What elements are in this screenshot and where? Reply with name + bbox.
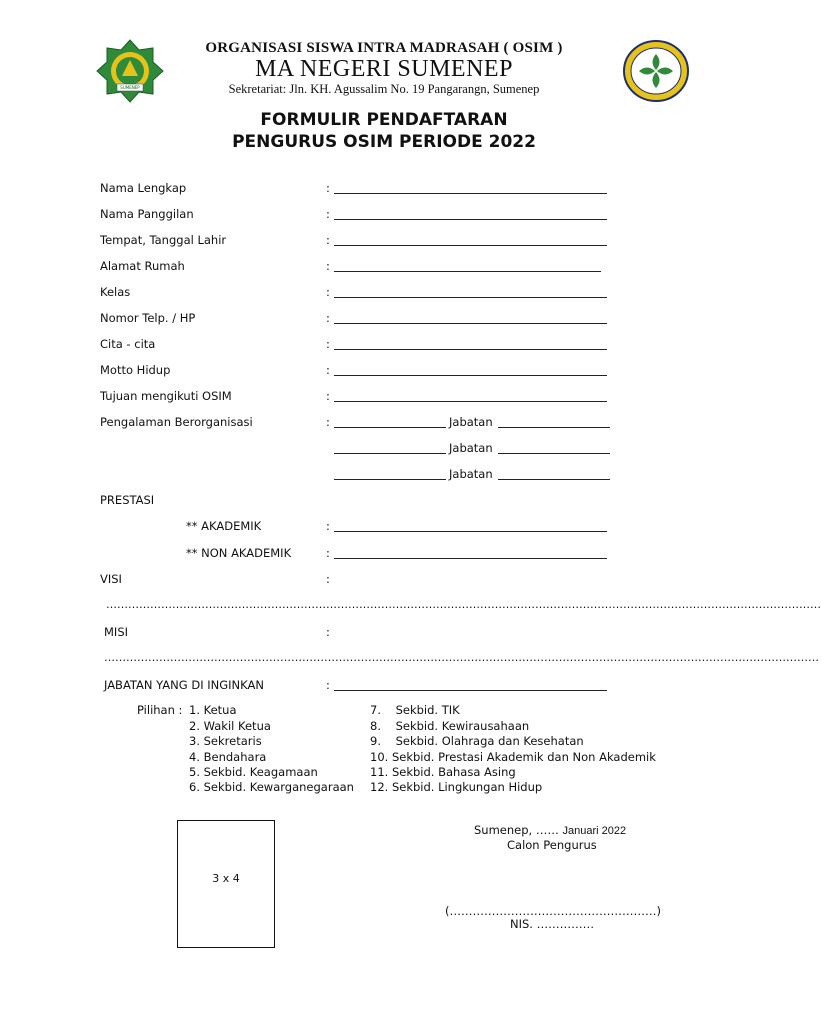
field-colon: : bbox=[326, 285, 330, 299]
field-colon: : bbox=[326, 389, 330, 403]
jabatan-line-1[interactable] bbox=[498, 427, 610, 428]
field-colon: : bbox=[326, 363, 330, 377]
field-colon: : bbox=[326, 181, 330, 195]
field-colon: : bbox=[326, 546, 330, 560]
field-line-kelas[interactable] bbox=[334, 297, 607, 298]
field-line-motto-hidup[interactable] bbox=[334, 375, 607, 376]
visi-dotted-line[interactable]: …………………………………………………………………………………………………………………………………………………………………………… bbox=[106, 598, 821, 611]
school-address: Sekretariat: Jln. KH. Agussalim No. 19 Pangarangn, Sumenep bbox=[228, 82, 540, 96]
field-colon: : bbox=[326, 259, 330, 273]
field-colon: : bbox=[326, 415, 330, 429]
jabatan-diinginkan-label: JABATAN YANG DI INGINKAN bbox=[104, 678, 264, 692]
field-label-tempat-tanggal-lahir: Tempat, Tanggal Lahir bbox=[100, 233, 227, 247]
place-date-prefix: Sumenep, …… bbox=[474, 823, 559, 837]
list-item: 6. Sekbid. Kewarganegaraan bbox=[189, 780, 354, 794]
field-label-kelas: Kelas bbox=[100, 285, 131, 299]
field-line-cita-cita[interactable] bbox=[334, 349, 607, 350]
list-item: 4. Bendahara bbox=[189, 750, 267, 764]
jabatan-line-3[interactable] bbox=[498, 479, 610, 480]
field-line-tujuan-osim[interactable] bbox=[334, 401, 607, 402]
field-colon: : bbox=[326, 207, 330, 221]
field-colon: : bbox=[326, 337, 330, 351]
pilihan-prefix: Pilihan : bbox=[137, 703, 183, 717]
form-subtitle: PENGURUS OSIM PERIODE 2022 bbox=[232, 132, 536, 152]
misi-label: MISI bbox=[104, 625, 129, 639]
place-date-month: Januari 2022 bbox=[562, 825, 627, 837]
list-item: 10. Sekbid. Prestasi Akademik dan Non Akademik bbox=[370, 750, 656, 764]
misi-dotted-line[interactable]: …………………………………………………………………………………………………………………………………………………………………………… bbox=[104, 651, 819, 664]
field-line-nama-panggilan[interactable] bbox=[334, 219, 607, 220]
prestasi-heading: PRESTASI bbox=[100, 493, 155, 507]
field-colon: : bbox=[326, 572, 330, 586]
jabatan-line-2[interactable] bbox=[498, 453, 610, 454]
field-colon: : bbox=[326, 311, 330, 325]
field-line-jabatan-diinginkan[interactable] bbox=[334, 690, 607, 691]
field-line-nama-lengkap[interactable] bbox=[334, 193, 607, 194]
non-akademik-label: ** NON AKADEMIK bbox=[186, 546, 292, 560]
field-colon: : bbox=[326, 678, 330, 692]
experience-label: Pengalaman Berorganisasi bbox=[100, 415, 253, 429]
photo-box[interactable] bbox=[177, 820, 275, 948]
field-label-nama-lengkap: Nama Lengkap bbox=[100, 181, 187, 195]
list-item: 9. Sekbid. Olahraga dan Kesehatan bbox=[370, 734, 584, 748]
list-item: 7. Sekbid. TIK bbox=[370, 703, 460, 717]
field-colon: : bbox=[326, 233, 330, 247]
list-item: 1. Ketua bbox=[189, 703, 237, 717]
list-item: 12. Sekbid. Lingkungan Hidup bbox=[370, 780, 543, 794]
place-date bbox=[474, 823, 626, 837]
field-line-alamat-rumah[interactable] bbox=[334, 271, 601, 272]
field-line-akademik[interactable] bbox=[334, 531, 607, 532]
form-title: FORMULIR PENDAFTARAN bbox=[260, 110, 508, 130]
field-label-alamat-rumah: Alamat Rumah bbox=[100, 259, 185, 273]
school-name: MA NEGERI SUMENEP bbox=[255, 56, 513, 82]
akademik-label: ** AKADEMIK bbox=[186, 519, 262, 533]
field-line-tempat-tanggal-lahir[interactable] bbox=[334, 245, 607, 246]
jabatan-label: Jabatan bbox=[449, 415, 493, 429]
list-item: 5. Sekbid. Keagamaan bbox=[189, 765, 318, 779]
photo-size-label: 3 x 4 bbox=[212, 872, 240, 885]
field-colon: : bbox=[326, 625, 330, 639]
field-colon: : bbox=[326, 519, 330, 533]
signature-role: Calon Pengurus bbox=[507, 838, 597, 852]
organization-line-2[interactable] bbox=[334, 453, 446, 454]
jabatan-label: Jabatan bbox=[449, 467, 493, 481]
signature-nis[interactable]: NIS. …………… bbox=[510, 917, 595, 931]
jabatan-label: Jabatan bbox=[449, 441, 493, 455]
list-item: 3. Sekretaris bbox=[189, 734, 262, 748]
list-item: 11. Sekbid. Bahasa Asing bbox=[370, 765, 516, 779]
field-label-nama-panggilan: Nama Panggilan bbox=[100, 207, 194, 221]
field-label-tujuan-osim: Tujuan mengikuti OSIM bbox=[100, 389, 232, 403]
organization-line-3[interactable] bbox=[334, 479, 446, 480]
list-item: 8. Sekbid. Kewirausahaan bbox=[370, 719, 530, 733]
organization-name: ORGANISASI SISWA INTRA MADRASAH ( OSIM ) bbox=[205, 40, 563, 56]
field-label-nomor-telp: Nomor Telp. / HP bbox=[100, 311, 196, 325]
field-line-nomor-telp[interactable] bbox=[334, 323, 607, 324]
organization-line-1[interactable] bbox=[334, 427, 446, 428]
field-label-cita-cita: Cita - cita bbox=[100, 337, 156, 351]
left-logo-text: SUMENEP bbox=[120, 85, 140, 90]
field-line-non-akademik[interactable] bbox=[334, 558, 607, 559]
list-item: 2. Wakil Ketua bbox=[189, 719, 271, 733]
field-label-motto-hidup: Motto Hidup bbox=[100, 363, 171, 377]
visi-label: VISI bbox=[100, 572, 122, 586]
signature-name-placeholder[interactable]: (………………………………………………) bbox=[445, 904, 661, 918]
